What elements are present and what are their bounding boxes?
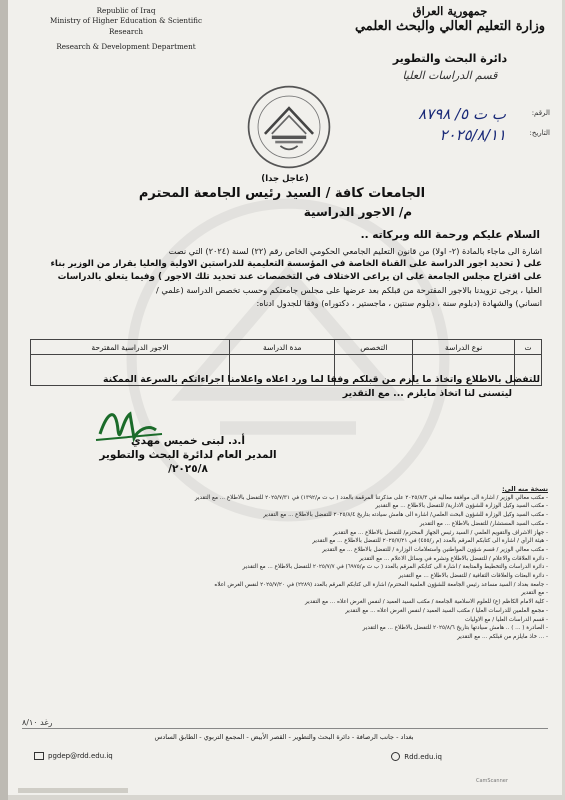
clerk-initials: رغد ٨/١٠ — [22, 718, 53, 727]
list-item: - جامعة بغداد / السيد مساعد رئيس الجامعة للشؤون العلمية المحترم/ اشارة الى كتابكم المرقم بالعدد (٢٢٨٩) في ٢٠٢٥/٧/٢٠ لنفس الغرض اعلاه — [214, 581, 548, 588]
list-item: - دائرة الدراسات والتخطيط والمتابعة / اشارة الى كتابكم المرقم بالعدد ( ب ت م/٦٩٧٥) في ٢٠٢٥/٧/٧ للتفضل بالاطلاع ... مع التقدير — [242, 564, 548, 571]
subject-line: م/ الاجور الدراسية — [303, 205, 412, 219]
table-header-cell: مدة الدراسة — [230, 340, 335, 355]
signatory-name: أ.د. لبنى خميس مهدي — [131, 435, 245, 447]
department-name-ar: دائرة البحث والتطوير — [392, 52, 508, 65]
list-item: - مع التقدير — [521, 590, 548, 597]
copies-title: نسخة منه الى: — [502, 485, 548, 493]
footer-divider — [22, 728, 548, 729]
list-item: - جهاز الاشراف والتقويم العلمي / السيد رئيس الجهاز المحترم/ للتفضل بالاطلاع ... مع التقدير — [333, 529, 548, 536]
footer-address: بغداد - جانب الرصافة - دائرة البحث والتطوير - القصر الأبيض - المجمع التربوي - الطابق السادس — [154, 733, 414, 741]
list-item: - مكتب معالي الوزير / قسم شؤون المواطنين واستعلامات الوزارة / للتفضل بالاطلاع ... مع التقدير — [322, 546, 548, 553]
globe-icon — [391, 752, 400, 761]
ministry-name-ar: وزارة التعليم العالي والبحث العلمي — [354, 19, 546, 34]
letter-body — [30, 245, 542, 310]
list-item: - مجمع العلمين للدراسات العليا / مكتب السيد العميد / لنفس الغرض اعلاه ... مع التقدير — [345, 607, 548, 614]
list-item: - كلية الامام الكاظم (ع) للعلوم الاسلامية الجامعة / مكتب السيد العميد / لنفس الغرض اعلاه ... مع التقدير — [305, 599, 548, 606]
list-item: - ... خاذ مايلزم من قبلكم ... مع التقدير — [457, 633, 548, 640]
republic-name-ar: جمهورية العراق — [412, 4, 488, 18]
arabic-letterhead — [350, 4, 550, 82]
reference-block — [380, 107, 550, 147]
signature-block — [98, 434, 278, 476]
number-value: ب ت ٥/ ٨٧٩٨ — [418, 105, 506, 123]
email-text: pgdep@rdd.edu.iq — [48, 752, 113, 760]
table-header-cell: التخصص — [335, 340, 413, 355]
ministry-name-en: Ministry of Higher Education & Scientific — [49, 16, 203, 26]
body-line: اشارة الى ماجاء بالمادة (٢- اولا) من قانون التعليم الجامعي الحكومي الخاص رقم (٢٢) لسنة (٢٠٢٤) التي نصت — [168, 246, 542, 256]
footer-email — [34, 752, 113, 760]
closing-line: ليتسنى لنا اتخاذ مايلزم ... مع التقدير — [342, 388, 512, 399]
email-icon — [34, 752, 44, 760]
body-line: على اقتراح مجلس الجامعة على ان يراعى الاختلاف في التخصصات عند تحديد تلك الاجور ) وفيما يتعلق بالدراسات — [57, 272, 542, 282]
scanner-watermark: CamScanner — [476, 778, 508, 784]
english-letterhead — [26, 6, 226, 53]
country-name-en: Republic of Iraq — [96, 6, 156, 15]
list-item: - مكتب معالي الوزير / اشارة الى موافقة معاليه في ٢٠٢٥/٨/٣ على مذكرتنا المرقمة بالعدد ( ب ت م/١٣٩٢) في ٢٠٢٥/٧/٣١ للتفضل بالاطلاع ... مع التقدير — [194, 494, 548, 501]
signatory-title: المدير العام لدائرة البحث والتطوير — [99, 449, 277, 461]
body-line: انساني) والشهادة (دبلوم سنة ، دبلوم سنتين ، ماجستير ، دكتوراه) وفقا للجدول ادناه: — [256, 298, 542, 308]
list-item: - مكتب السيد المستشار/ للتفضل بالاطلاع ... مع التقدير — [419, 520, 548, 527]
list-item: - قسم الدراسات العليا / مع الاوليات — [464, 616, 548, 623]
section-name-ar: قسم الدراسات العليا — [402, 69, 498, 82]
ministry-logo — [246, 84, 332, 170]
list-item: - هيئة الرأي / اشارة الى كتابكم المرقم بالعدد (م ر/٤٥٥) في ٢٠٢٥/٧/٢١ للتفضل بالاطلاع ... مع التقدير — [312, 538, 548, 545]
signature-date: ٢٠٢٥/٨/ — [168, 463, 208, 475]
body-line: على ( تحديد اجور الدراسة على القناة الخاصة في المؤسسة التعليمية للدراستين الاولية والعليا بقرار من الوزير بناء — [50, 259, 542, 269]
date-value: ٢٠٢٥/٨/١١ — [439, 126, 506, 144]
date-label: التاريخ: — [529, 129, 550, 137]
list-item: - مكتب السيد وكيل الوزارة للشؤون البحث العلمي/ اشارة الى هامش سيادته بتاريخ ٢٠٢٥/٨/٤ للتفضل بالاطلاع ... مع التقدير — [263, 512, 548, 519]
addressee: الجامعات كافة / السيد رئيس الجامعة المحترم — [138, 186, 426, 201]
table-header-cell: نوع الدراسة — [413, 340, 515, 355]
scan-mark — [18, 788, 128, 793]
footer-website — [391, 752, 442, 761]
list-item: - الصادرة ( ... ) .. هامش سيادتها بتاريخ ٢٠٢٥/٨/٦ للتفضل بالاطلاع ... مع التقدير — [362, 625, 548, 632]
copies-list — [20, 485, 548, 642]
department-name-en: Research & Development Department — [56, 42, 196, 52]
greeting: السلام عليكم ورحمة الله وبركاته .. — [360, 229, 540, 241]
table-header-cell: ت — [515, 340, 542, 355]
number-label: الرقم: — [531, 109, 550, 117]
closing-paragraph — [28, 373, 540, 401]
research-label-en: Research — [109, 26, 143, 36]
table-header-cell: الاجور الدراسية المقترحة — [31, 340, 230, 355]
scan-edge — [0, 0, 8, 800]
table-header-row — [31, 340, 542, 355]
urgent-label: (عاجل جدا) — [261, 174, 309, 184]
document-page — [8, 0, 562, 795]
list-item: - مكتب السيد وكيل الوزارة للشؤون الادارية/ للتفضل بالاطلاع ... مع التقدير — [375, 503, 548, 510]
list-item: - دائرة العلاقات والاعلام / للتفضل بالاطلاع ونشره في وسائل الاعلام ... مع التقدير — [359, 555, 548, 562]
closing-line: للتفضل بالاطلاع واتخاذ ما يلزم من قبلكم وفقا لما ورد اعلاه واعلامنا اجراءاتكم بالسرعة الممكنة — [103, 374, 540, 385]
website-text: Rdd.edu.iq — [404, 752, 442, 761]
body-line: العليا ، يرجى تزويدنا بالاجور المقترحة من قبلكم بعد عرضها على مجلس جامعتكم وحسب تخصص الدراسة (علمي / — [156, 285, 542, 295]
list-item: - دائرة البعثات والعلاقات الثقافية / للتفضل بالاطلاع ... مع التقدير — [398, 573, 548, 580]
